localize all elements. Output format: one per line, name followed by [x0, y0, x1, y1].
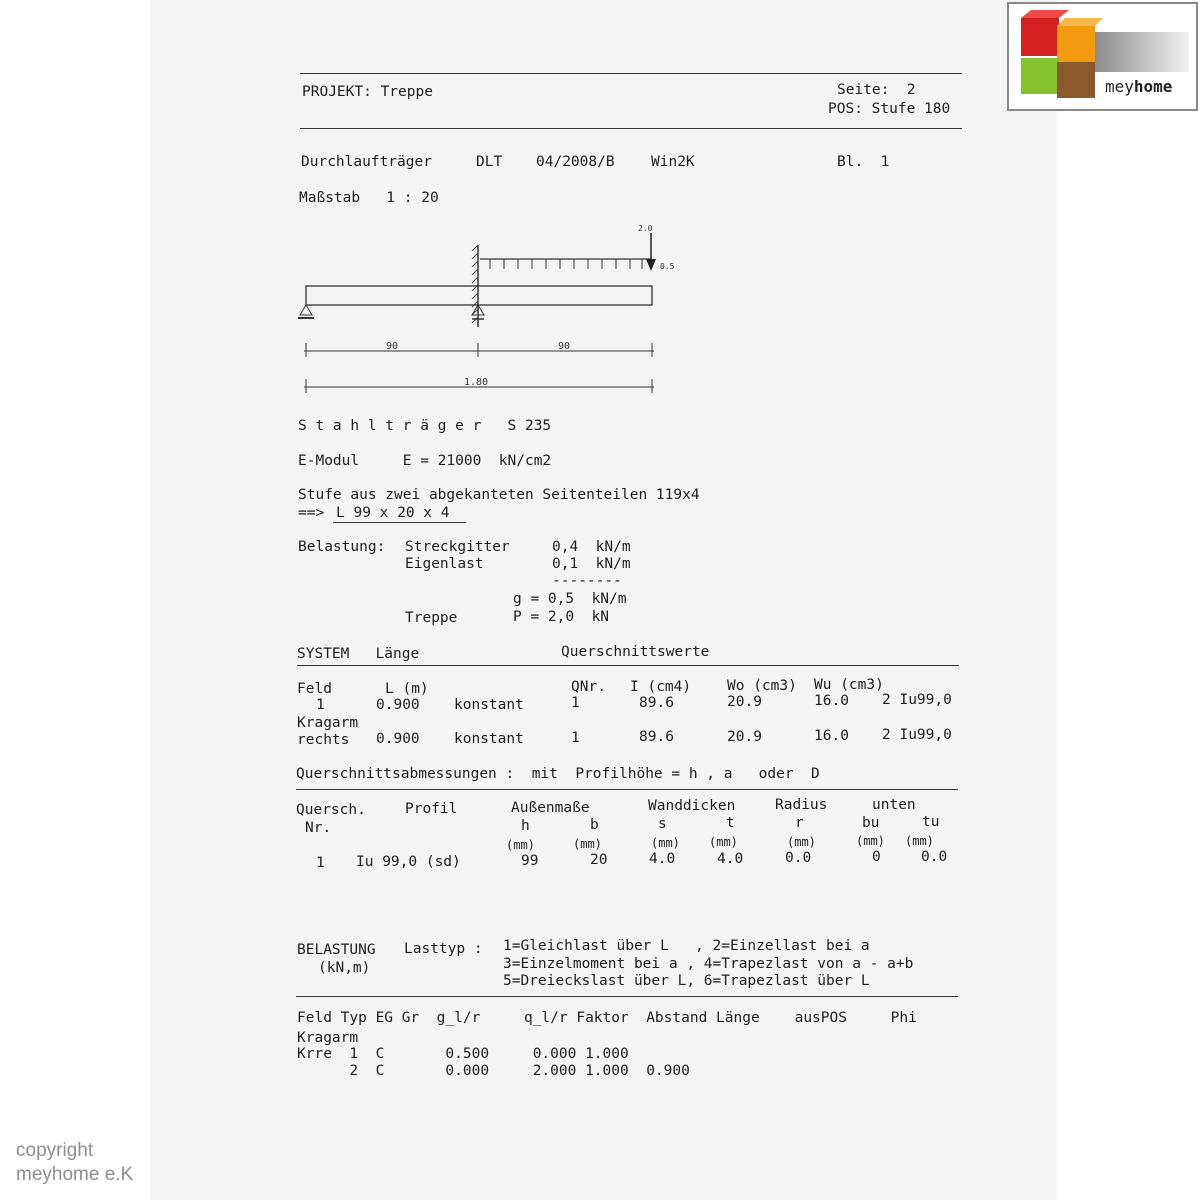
point-load-value: 2.0 — [638, 224, 653, 233]
left-support — [300, 305, 312, 315]
row2-length: 0.900 — [376, 731, 420, 747]
qs-row-profil: Iu 99,0 (sd) — [356, 854, 461, 870]
querschnitt-heading: Querschnittsabmessungen : mit Profilhöhe = h , a oder D — [296, 766, 820, 782]
unit-h: (mm) — [506, 838, 535, 852]
line-load-value: 0.5 — [660, 262, 675, 271]
qs-row-tu: 0.0 — [921, 849, 948, 865]
unit-s: (mm) — [651, 836, 680, 850]
loadtable-row-2: 2 C 0.000 2.000 1.000 0.900 — [297, 1063, 690, 1079]
unit-t: (mm) — [709, 835, 738, 849]
col-nr: Nr. — [305, 820, 332, 836]
lasttyp-line-1: 1=Gleichlast über L , 2=Einzellast bei a — [503, 938, 870, 954]
row2-feld: Kragarm — [297, 715, 359, 731]
row1-wu: 16.0 — [814, 693, 849, 709]
row1-length: 0.900 — [376, 697, 420, 713]
beam-diagram — [290, 215, 690, 395]
row2-feld-sub: rechts — [297, 732, 350, 748]
logo-cubes-icon — [1009, 4, 1196, 109]
querschnitt-rule — [296, 789, 958, 790]
lasttyp-label: Lasttyp : — [404, 941, 483, 957]
stufe-profile: L 99 x 20 x 4 — [336, 505, 450, 521]
unit-r: (mm) — [787, 835, 816, 849]
e-modulus: E-Modul E = 21000 kN/cm2 — [298, 453, 552, 469]
belastung-heading: BELASTUNG — [297, 942, 376, 958]
row2-qnr: 1 — [571, 730, 580, 746]
span-right-dim: 90 — [558, 341, 571, 352]
unit-b: (mm) — [573, 837, 602, 851]
program-os: Win2K — [651, 154, 695, 170]
row2-wo: 20.9 — [727, 729, 762, 745]
header-rule-bottom — [300, 128, 962, 129]
treppe-label: Treppe — [405, 610, 458, 626]
querschnittswerte-heading: Querschnittswerte — [561, 644, 710, 660]
sub-t: t — [726, 815, 735, 831]
row1-feld: 1 — [316, 697, 325, 713]
stufe-description: Stufe aus zwei abgekanteten Seitenteilen 119x4 — [298, 487, 700, 503]
system-rule — [297, 665, 959, 666]
load-name-1: Streckgitter — [405, 539, 510, 555]
unit-tu: (mm) — [905, 834, 934, 848]
col-wo: Wo (cm3) — [727, 678, 797, 694]
copyright-line-1: copyright — [16, 1140, 94, 1161]
row1-type: konstant — [454, 697, 524, 713]
loadtable-header: Feld Typ EG Gr g_l/r q_l/r Faktor Abstand Länge ausPOS Phi — [297, 1010, 917, 1026]
scale-label: Maßstab 1 : 20 — [299, 190, 439, 206]
system-heading: SYSTEM Länge — [297, 646, 420, 662]
total-length-dim: 1.80 — [464, 377, 489, 388]
sub-s: s — [658, 816, 667, 832]
row1-i: 89.6 — [639, 695, 674, 711]
lasttyp-line-3: 5=Dreieckslast über L, 6=Trapezlast über L — [503, 973, 870, 989]
sub-tu: tu — [922, 814, 940, 830]
qs-row-r: 0.0 — [785, 850, 812, 866]
program-code: DLT — [476, 154, 503, 170]
sheet-number: Bl. 1 — [837, 154, 890, 170]
program-name: Durchlaufträger — [301, 154, 432, 170]
point-load-arrow — [646, 259, 656, 271]
projekt-title: PROJEKT: Treppe — [302, 84, 433, 100]
qs-row-t: 4.0 — [717, 851, 744, 867]
col-wu: Wu (cm3) — [814, 677, 884, 693]
svg-text:meyhome: meyhome — [1105, 77, 1173, 96]
col-aussenmasse: Außenmaße — [511, 800, 590, 816]
row1-wo: 20.9 — [727, 694, 762, 710]
col-profil: Profil — [405, 801, 458, 817]
col-quersch: Quersch. — [296, 802, 366, 818]
loadtable-row-1: Krre 1 C 0.500 0.000 1.000 — [297, 1046, 629, 1062]
col-wanddicken: Wanddicken — [648, 798, 736, 814]
qs-row-bu: 0 — [872, 849, 881, 865]
load-value-2: 0,1 kN/m — [552, 556, 631, 572]
row2-type: konstant — [454, 731, 524, 747]
sum-dashes: -------- — [552, 573, 622, 589]
col-qnr: QNr. — [571, 679, 606, 695]
material-title: S t a h l t r ä g e r S 235 — [298, 418, 552, 434]
stufe-arrow: ==> — [298, 505, 333, 521]
row1-profile: 2 Iu99,0 — [882, 692, 952, 708]
load-point-p: P = 2,0 kN — [513, 609, 610, 625]
col-length: L (m) — [385, 681, 429, 697]
position-label: POS: Stufe 180 — [828, 101, 951, 117]
sub-b: b — [590, 817, 599, 833]
loadtable-row-kragarm: Kragarm — [297, 1030, 359, 1046]
profile-underline — [333, 522, 466, 523]
belastung-units: (kN,m) — [318, 960, 371, 976]
qs-row-s: 4.0 — [649, 851, 676, 867]
row2-wu: 16.0 — [814, 728, 849, 744]
qs-row-nr: 1 — [316, 855, 325, 871]
lasttyp-rule — [296, 996, 958, 997]
header-rule-top — [300, 73, 962, 74]
col-feld: Feld — [297, 681, 332, 697]
program-version: 04/2008/B — [536, 154, 615, 170]
load-sum-g: g = 0,5 kN/m — [513, 591, 627, 607]
belastung-label: Belastung: — [298, 539, 386, 555]
unit-bu: (mm) — [856, 834, 885, 848]
qs-row-h: 99 — [521, 853, 539, 869]
sub-h: h — [521, 818, 530, 834]
load-name-2: Eigenlast — [405, 556, 484, 572]
row2-i: 89.6 — [639, 729, 674, 745]
distributed-load-arrows — [490, 259, 642, 269]
meyhome-logo — [1007, 2, 1198, 111]
col-i: I (cm4) — [630, 679, 692, 695]
lasttyp-line-2: 3=Einzelmoment bei a , 4=Trapezlast von a - a+b — [503, 956, 914, 972]
col-unten: unten — [872, 797, 916, 813]
span-left-dim: 90 — [386, 341, 399, 352]
qs-row-b: 20 — [590, 852, 608, 868]
col-radius: Radius — [775, 797, 828, 813]
copyright-line-2: meyhome e.K — [16, 1164, 134, 1185]
sub-bu: bu — [862, 815, 880, 831]
row2-profile: 2 Iu99,0 — [882, 727, 952, 743]
seite-number: Seite: 2 — [837, 82, 916, 98]
sub-r: r — [795, 815, 804, 831]
row1-qnr: 1 — [571, 695, 580, 711]
load-value-1: 0,4 kN/m — [552, 539, 631, 555]
